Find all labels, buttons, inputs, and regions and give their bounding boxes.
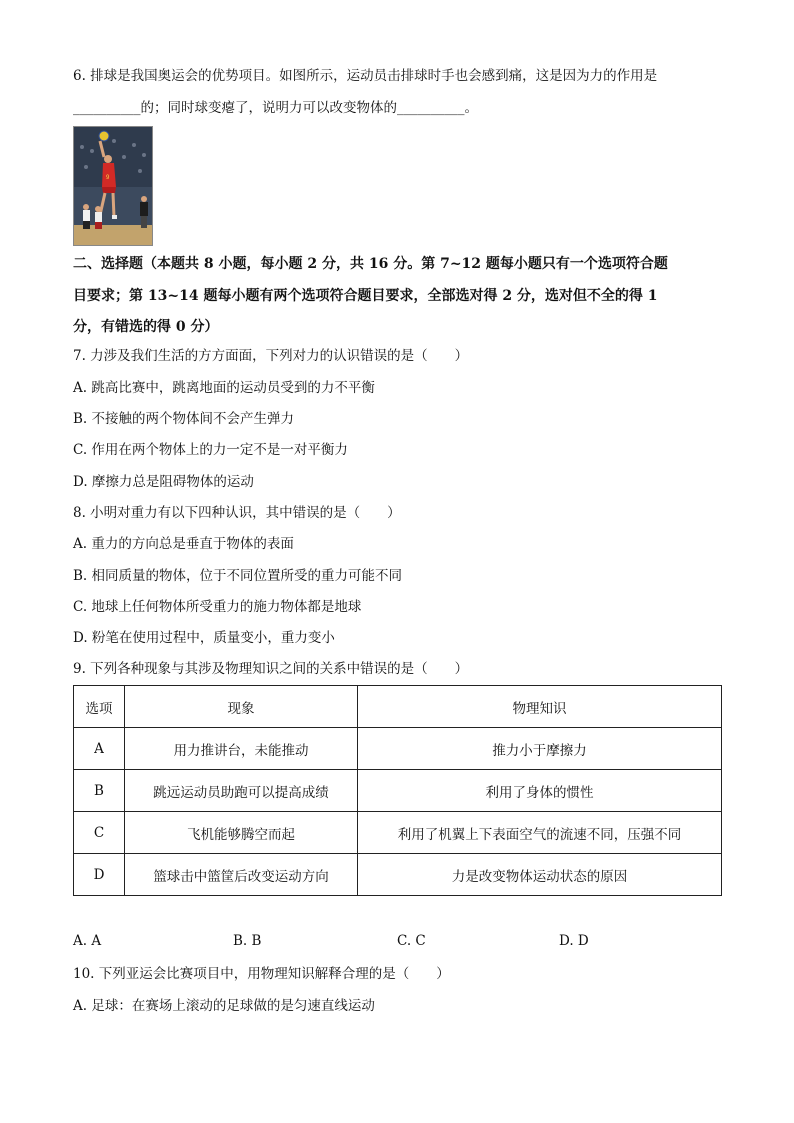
q6-line-1: 6. 排球是我国奥运会的优势项目。如图所示，运动员击排球时手也会感到痛，这是因为力的作用是 [73,68,658,84]
header-phenomenon: 现象 [125,686,358,728]
row-knowledge: 推力小于摩擦力 [358,728,722,770]
q9-table [73,685,722,896]
svg-text:9: 9 [106,175,110,181]
q8-option-b: B. 相同质量的物体，位于不同位置所受的重力可能不同 [73,568,403,584]
q7-option-a: A. 跳高比赛中，跳离地面的运动员受到的力不平衡 [73,380,375,396]
table-row [74,728,722,770]
row-knowledge: 利用了身体的惯性 [358,770,722,812]
row-option: D [74,854,125,896]
q9-answer-a: A. A [73,933,102,949]
row-knowledge: 利用了机翼上下表面空气的流速不同，压强不同 [358,812,722,854]
row-phenomenon: 用力推讲台，未能推动 [125,728,358,770]
q9-answer-d: D. D [559,933,589,949]
q6-line-2: __________的；同时球变瘪了，说明力可以改变物体的__________。 [73,100,478,116]
header-knowledge: 物理知识 [358,686,722,728]
volleyball-player-image [74,127,152,245]
row-phenomenon: 跳远运动员助跑可以提高成绩 [125,770,358,812]
row-phenomenon: 飞机能够腾空而起 [125,812,358,854]
row-knowledge: 力是改变物体运动状态的原因 [358,854,722,896]
row-option: C [74,812,125,854]
q7-option-b: B. 不接触的两个物体间不会产生弹力 [73,411,295,427]
section-2-heading-line-2: 目要求；第 13~14 题每小题有两个选项符合题目要求，全部选对得 2 分，选对但不全的得 1 [73,288,658,304]
table-header-row [74,686,722,728]
q7-stem: 7. 力涉及我们生活的方方面面，下列对力的认识错误的是（ ） [73,348,469,364]
q8-option-d: D. 粉笔在使用过程中，质量变小，重力变小 [73,630,335,646]
q7-option-d: D. 摩擦力总是阻碍物体的运动 [73,474,254,490]
q9-answer-c: C. C [397,933,426,949]
table-row [74,812,722,854]
row-option: B [74,770,125,812]
q8-option-c: C. 地球上任何物体所受重力的施力物体都是地球 [73,599,362,615]
q10-stem: 10. 下列亚运会比赛项目中，用物理知识解释合理的是（ ） [73,966,450,982]
volleyball-photo [73,126,153,246]
q8-option-a: A. 重力的方向总是垂直于物体的表面 [73,536,294,552]
q7-option-c: C. 作用在两个物体上的力一定不是一对平衡力 [73,442,348,458]
table-row [74,854,722,896]
q9-stem: 9. 下列各种现象与其涉及物理知识之间的关系中错误的是（ ） [73,661,469,677]
row-option: A [74,728,125,770]
table-row [74,770,722,812]
q9-answer-b: B. B [233,933,262,949]
q8-stem: 8. 小明对重力有以下四种认识，其中错误的是（ ） [73,505,401,521]
header-option: 选项 [74,686,125,728]
section-2-heading-line-1: 二、选择题（本题共 8 小题，每小题 2 分，共 16 分。第 7~12 题每小题只有一个选项符合题 [73,256,668,272]
section-2-heading-line-3: 分，有错选的得 0 分） [73,319,219,335]
row-phenomenon: 篮球击中篮筐后改变运动方向 [125,854,358,896]
q10-option-a: A. 足球：在赛场上滚动的足球做的是匀速直线运动 [73,998,375,1014]
